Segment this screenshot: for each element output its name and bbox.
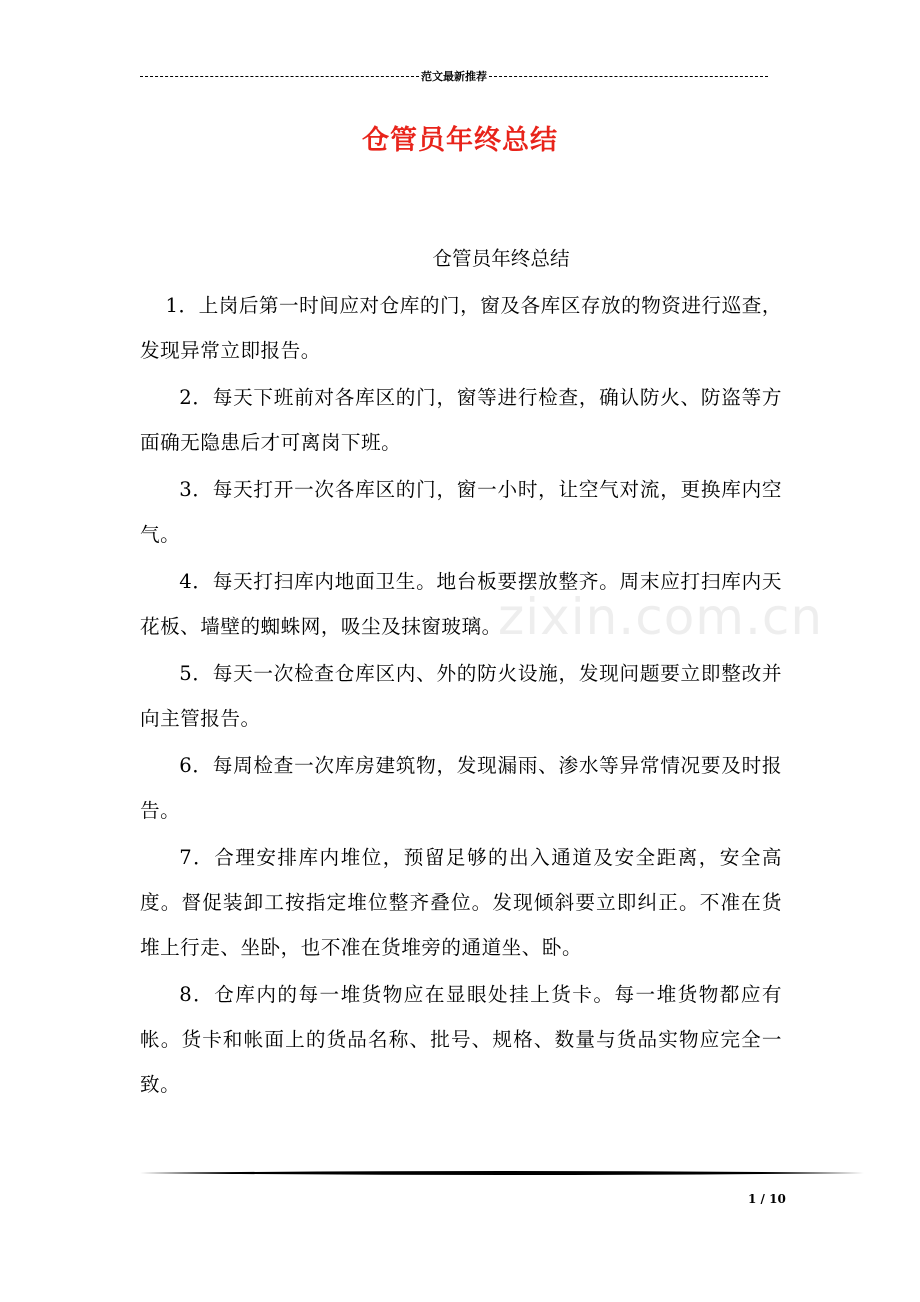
watermark: zixin.com.cn — [498, 588, 824, 646]
paragraph-6: 6．每周检查一次库房建筑物，发现漏雨、渗水等异常情况要及时报告。 — [140, 754, 782, 822]
paragraph-1: 1．上岗后第一时间应对仓库的门，窗及各库区存放的物资进行巡查，发现异常立即报告。 — [140, 294, 782, 362]
footer-divider — [140, 1168, 864, 1178]
header-dashes-right — [489, 76, 768, 77]
paragraph-7: 7．合理安排库内堆位，预留足够的出入通道及安全距离，安全高度。督促装卸工按指定堆位整齐叠位。发现倾斜要立即纠正。不准在货堆上行走、坐卧，也不准在货堆旁的通道坐、卧。 — [140, 846, 782, 959]
paragraph-2: 2．每天下班前对各库区的门，窗等进行检查，确认防火、防盗等方面确无隐患后才可离岗下班。 — [140, 386, 782, 454]
paragraph-8: 8．仓库内的每一堆货物应在显眼处挂上货卡。每一堆货物都应有帐。货卡和帐面上的货品名称、批号、规格、数量与货品实物应完全一致。 — [140, 983, 782, 1096]
header-dashes-left — [140, 76, 419, 77]
document-subtitle: 仓管员年终总结 — [432, 247, 570, 270]
document-body — [140, 236, 782, 1109]
document-title: 仓管员年终总结 — [362, 125, 558, 156]
paragraph-4: 4．每天打扫库内地面卫生。地台板要摆放整齐。周末应打扫库内天花板、墙壁的蜘蛛网，吸尘及抹窗玻璃。 — [140, 570, 782, 638]
header-label: 范文最新推荐 — [421, 70, 487, 83]
paragraph-3: 3．每天打开一次各库区的门，窗一小时，让空气对流，更换库内空气。 — [140, 478, 782, 546]
page-number: 1 / 10 — [748, 1192, 786, 1206]
header-banner — [140, 66, 768, 86]
paragraph-5: 5．每天一次检查仓库区内、外的防火设施，发现问题要立即整改并向主管报告。 — [140, 662, 782, 730]
